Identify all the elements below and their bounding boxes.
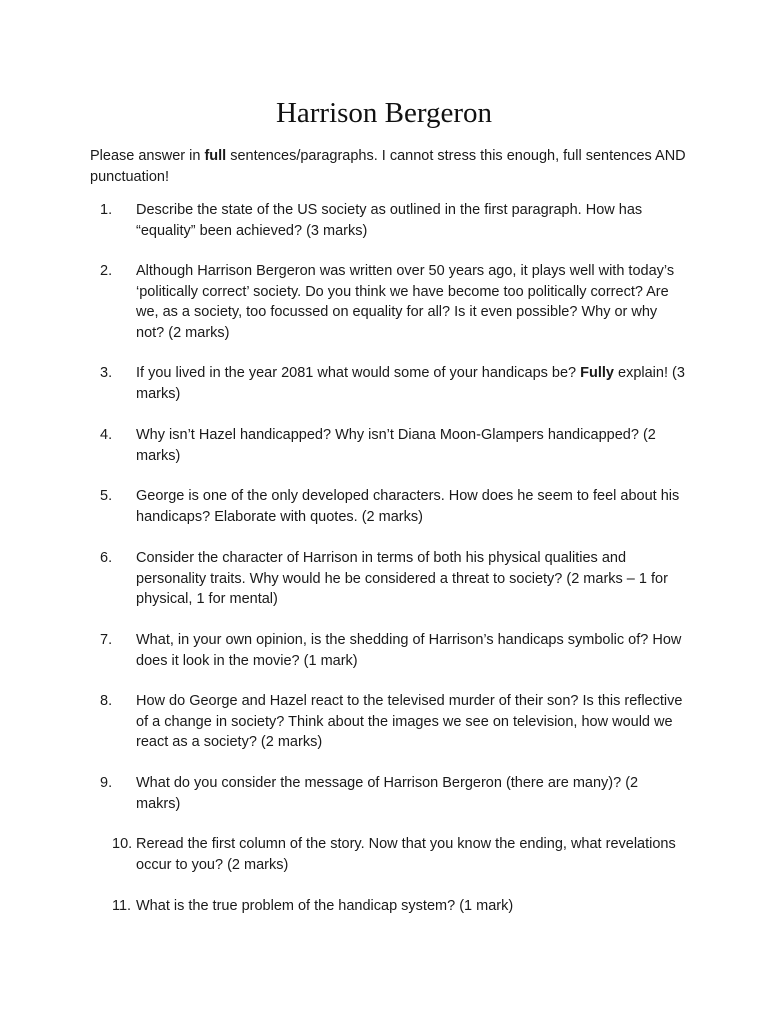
- question-text: How do George and Hazel react to the televised murder of their son? Is this reflective of a change in society? Think about the images we see on television, how would we react as a society? (2 marks): [136, 693, 683, 750]
- question-number: 1.: [100, 202, 113, 218]
- question-text: [136, 363, 686, 404]
- question-number: 3.: [100, 365, 113, 381]
- document-title: Harrison Bergeron: [275, 97, 493, 129]
- question-number: 10.: [112, 836, 133, 852]
- question-number: 6.: [100, 550, 113, 566]
- question-text: Why isn’t Hazel handicapped? Why isn’t Diana Moon-Glampers handicapped? (2 marks): [136, 427, 656, 464]
- instructions-bold-word: full: [204, 148, 227, 164]
- question-number: 9.: [100, 775, 113, 791]
- instructions-text-end: sentences/paragraphs. I cannot stress this enough, full sentences AND punctuation!: [90, 148, 686, 185]
- question-number: 8.: [100, 693, 113, 709]
- question-text: Consider the character of Harrison in terms of both his physical qualities and personality traits. Why would he be considered a threat to society? (2 marks – 1 for physical, 1 for mental): [136, 550, 668, 607]
- question-text: What do you consider the message of Harrison Bergeron (there are many)? (2 makrs): [136, 775, 639, 812]
- question-number: 11.: [112, 898, 132, 914]
- question-text: What, in your own opinion, is the shedding of Harrison’s handicaps symbolic of? How does it look in the movie? (1 mark): [136, 632, 682, 669]
- question-number: 4.: [100, 427, 113, 443]
- question-number: 5.: [100, 488, 113, 504]
- instructions-text-start: Please answer in: [90, 148, 205, 164]
- question-text: Describe the state of the US society as outlined in the first paragraph. How has “equality” been achieved? (3 marks): [136, 202, 643, 239]
- question-text: George is one of the only developed characters. How does he seem to feel about his handicaps? Elaborate with quotes. (2 marks): [136, 488, 680, 525]
- question-text-start: If you lived in the year 2081 what would some of your handicaps be?: [136, 365, 581, 381]
- question-text: Reread the first column of the story. Now that you know the ending, what revelations occur to you? (2 marks): [136, 836, 676, 873]
- question-text: What is the true problem of the handicap system? (1 mark): [136, 898, 514, 914]
- question-text-end: explain! (3 marks): [136, 365, 685, 402]
- question-number: 2.: [100, 263, 113, 279]
- question-bold-word: Fully: [580, 365, 614, 381]
- question-number: 7.: [100, 632, 113, 648]
- instructions-paragraph: [90, 146, 690, 188]
- question-text: Although Harrison Bergeron was written over 50 years ago, it plays well with today’s ‘politically correct’ society. Do you think we have become too politically correct? Are we, as a society, too focussed on equality for all? Is it even possible? Why or why not? (2 marks): [136, 263, 675, 341]
